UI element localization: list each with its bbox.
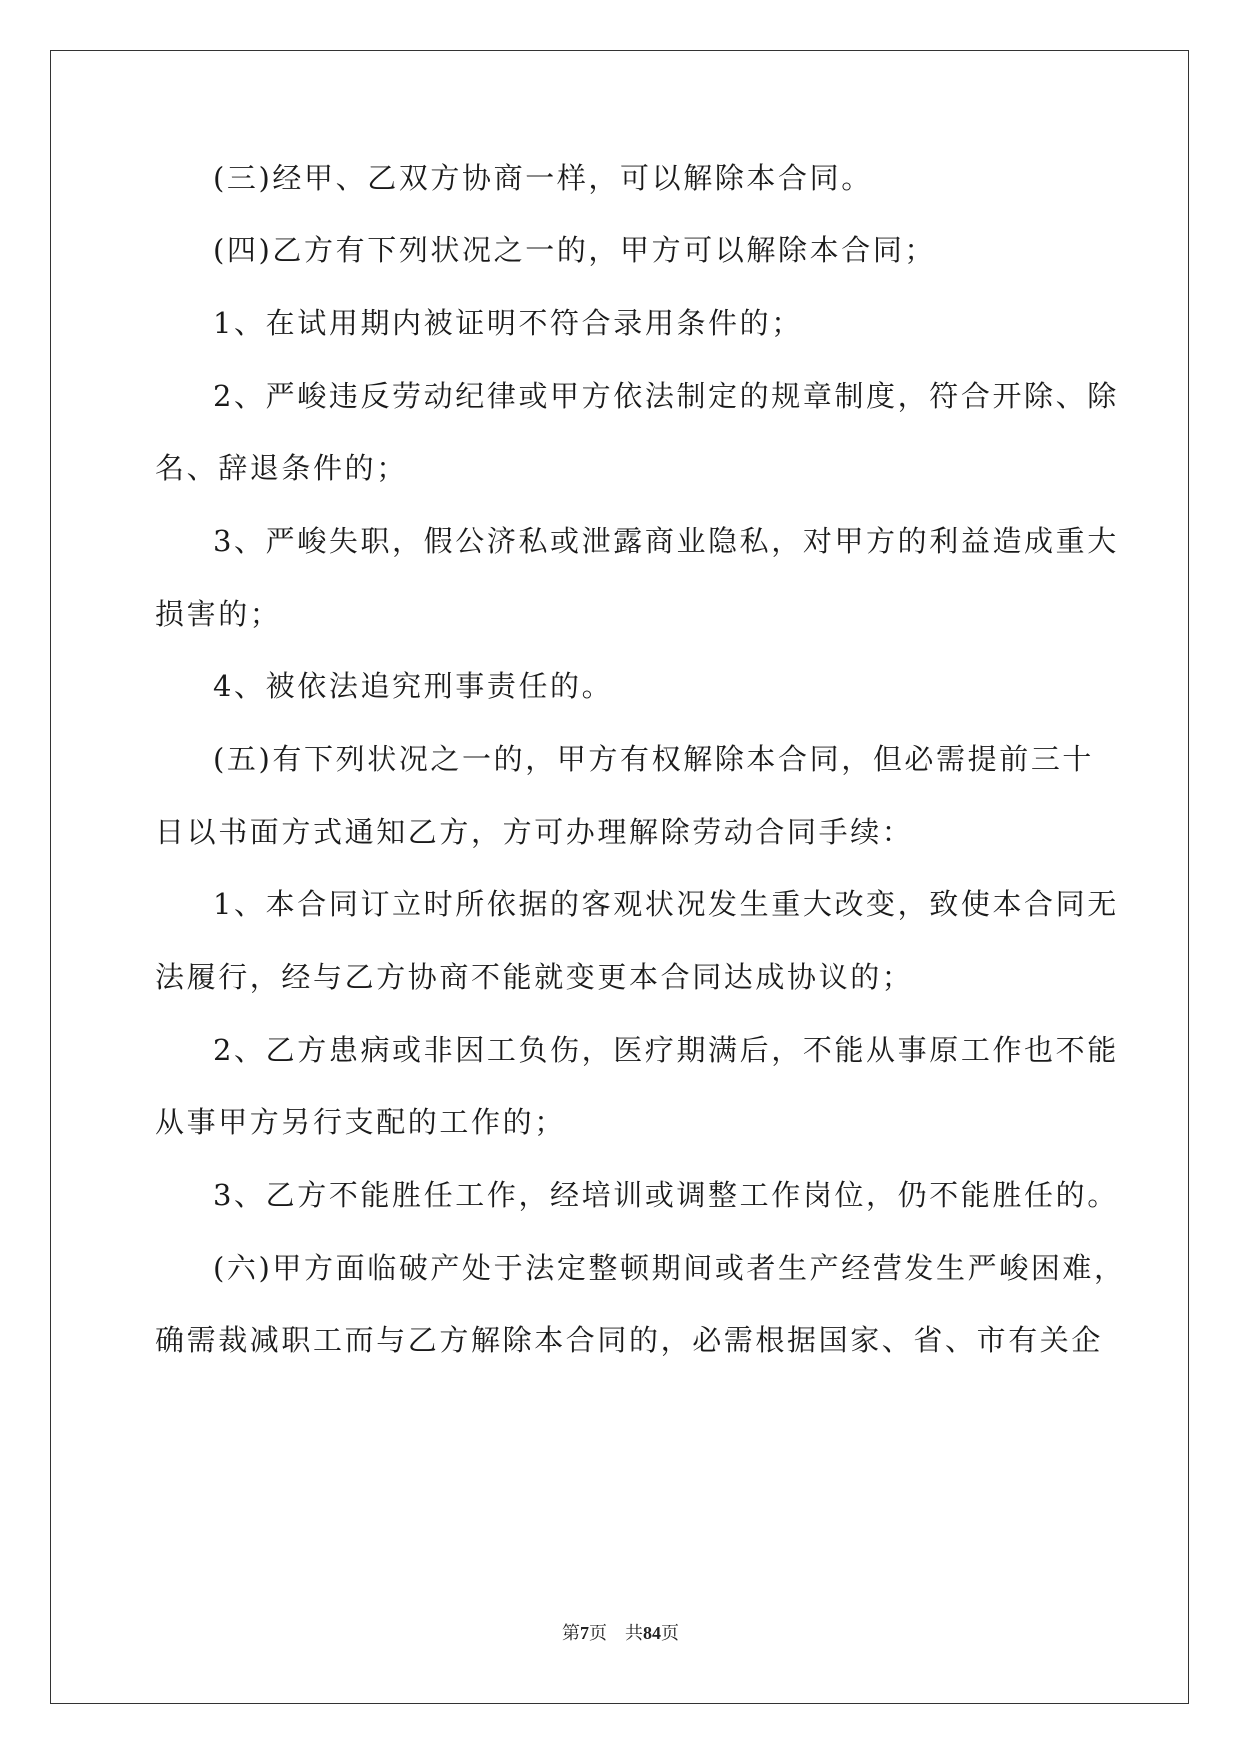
page-number: 7 [580,1623,589,1643]
footer-total-prefix: 共 [625,1623,643,1643]
paragraph-line: 日以书面方式通知乙方，方可办理解除劳动合同手续： [155,815,914,849]
page-border [50,50,1189,1704]
paragraph-line: (四)乙方有下列状况之一的，甲方可以解除本合同； [213,233,937,267]
paragraph-line: 2、乙方患病或非因工负伤，医疗期满后，不能从事原工作也不能 [213,1033,1119,1067]
paragraph-line: 1、在试用期内被证明不符合录用条件的； [213,306,803,340]
total-pages: 84 [643,1623,661,1643]
paragraph-line: (六)甲方面临破产处于法定整顿期间或者生产经营发生严峻困难， [213,1251,1126,1285]
paragraph-line: 4、被依法追究刑事责任的。 [213,669,614,703]
paragraph-line: 从事甲方另行支配的工作的； [155,1105,566,1139]
page-footer [0,1619,1241,1645]
footer-total-suffix: 页 [661,1623,679,1643]
footer-page-suffix: 页 [589,1623,607,1643]
paragraph-line: (五)有下列状况之一的，甲方有权解除本合同，但必需提前三十 [213,742,1095,776]
paragraph-line: (三)经甲、乙双方协商一样，可以解除本合同。 [213,161,873,195]
paragraph-line: 损害的； [155,597,282,631]
paragraph-line: 名、辞退条件的； [155,451,408,485]
paragraph-line: 3、乙方不能胜任工作，经培训或调整工作岗位，仍不能胜任的。 [213,1178,1119,1212]
footer-prefix: 第 [562,1623,580,1643]
paragraph-line: 确需裁减职工而与乙方解除本合同的，必需根据国家、省、市有关企 [155,1323,1104,1357]
paragraph-line: 2、严峻违反劳动纪律或甲方依法制定的规章制度，符合开除、除 [213,379,1119,413]
paragraph-line: 1、本合同订立时所依据的客观状况发生重大改变，致使本合同无 [213,887,1119,921]
paragraph-line: 法履行，经与乙方协商不能就变更本合同达成协议的； [155,960,914,994]
paragraph-line: 3、严峻失职，假公济私或泄露商业隐私，对甲方的利益造成重大 [213,524,1119,558]
